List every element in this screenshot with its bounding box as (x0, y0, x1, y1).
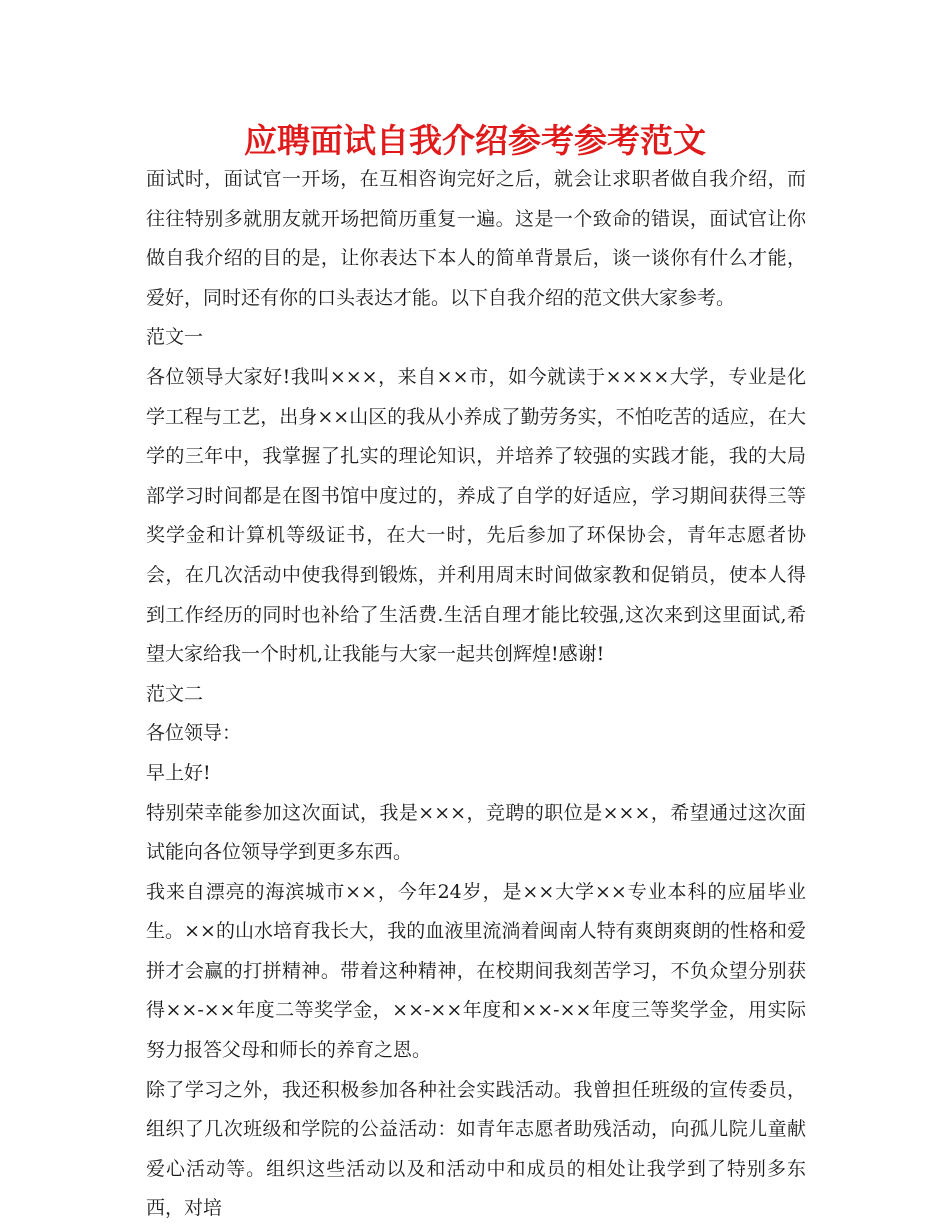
paragraph-opening: 特别荣幸能参加这次面试，我是×××，竞聘的职位是×××，希望通过这次面试能向各位领导学到更多东西。 (146, 801, 806, 864)
paragraph-greeting: 早上好! (146, 761, 211, 784)
paragraph-activities: 除了学习之外，我还积极参加各种社会实践活动。我曾担任班级的宣传委员，组织了几次班级和学院的公益活动：如青年志愿者助残活动，向孤儿院儿童献爱心活动等。组织这些活动以及和活动中和成员的相处让我学到了特别多东西，对培 (146, 1078, 806, 1220)
paragraph-background: 我来自漂亮的海滨城市××，今年24岁，是××大学××专业本科的应届毕业生。××的山水培育我长大，我的血液里流淌着闽南人特有爽朗爽朗的性格和爱拼才会赢的打拼精神。带着这种精神，在校期间我刻苦学习，不负众望分别获得××-××年度二等奖学金，××-××年度和××-××年度三等奖学金，用实际努力报答父母和师长的养育之恩。 (146, 880, 806, 1062)
document-body (146, 160, 806, 1229)
section-heading-sample-one: 范文一 (146, 326, 204, 349)
document-title: 应聘面试自我介绍参考参考范文 (244, 121, 706, 160)
paragraph-salutation: 各位领导： (146, 722, 242, 745)
section-heading-sample-two: 范文二 (146, 682, 204, 705)
paragraph-sample-one: 各位领导大家好!我叫×××，来自××市，如今就读于××××大学，专业是化学工程与工艺，出身××山区的我从小养成了勤劳务实，不怕吃苦的适应，在大学的三年中，我掌握了扎实的理论知识，并培养了较强的实践才能，我的大局部学习时间都是在图书馆中度过的，养成了自学的好适应，学习期间获得三等奖学金和计算机等级证书，在大一时，先后参加了环保协会，青年志愿者协会，在几次活动中使我得到锻炼，并利用周末时间做家教和促销员，使本人得到工作经历的同时也补给了生活费.生活自理才能比较强,这次来到这里面试,希望大家给我一个时机,让我能与大家一起共创辉煌!感谢! (146, 365, 806, 666)
paragraph-intro: 面试时，面试官一开场，在互相咨询完好之后，就会让求职者做自我介绍，而往往特别多就朋友就开场把简历重复一遍。这是一个致命的错误，面试官让你做自我介绍的目的是，让你表达下本人的简单背景后，谈一谈你有什么才能，爱好，同时还有你的口头表达才能。以下自我介绍的范文供大家参考。 (146, 168, 806, 309)
